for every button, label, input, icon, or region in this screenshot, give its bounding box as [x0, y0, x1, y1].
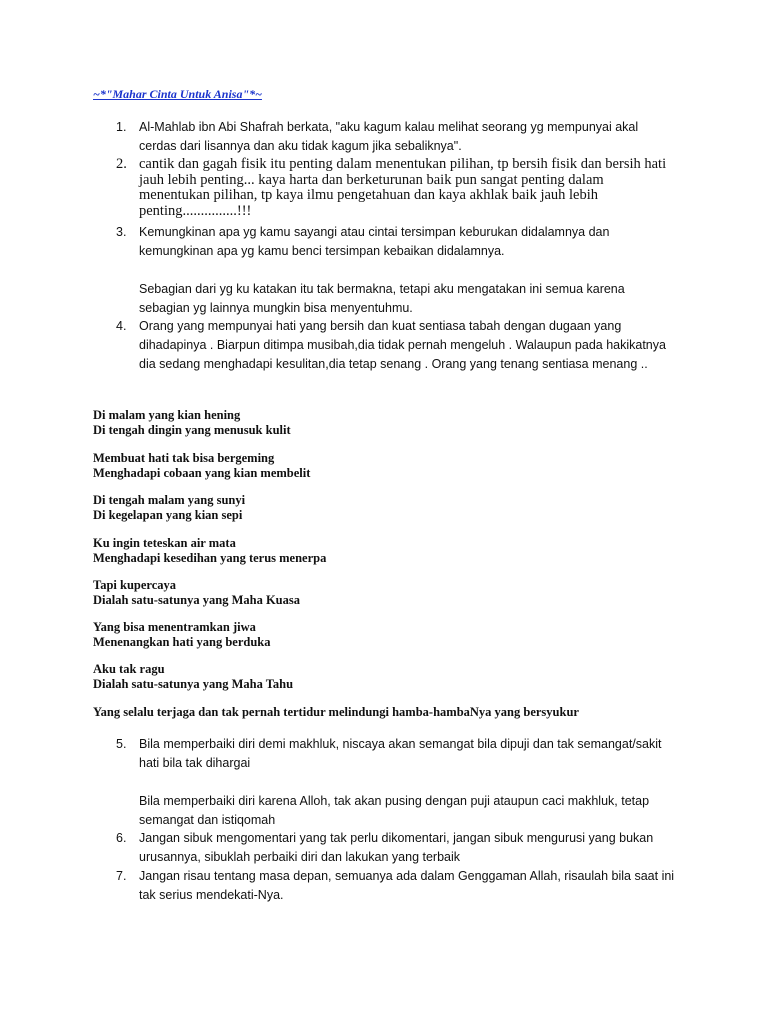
list-number: 2.	[116, 156, 127, 172]
poem-stanza	[93, 662, 293, 691]
poem-line: Di kegelapan yang kian sepi	[93, 507, 243, 522]
poem-stanza	[93, 705, 579, 720]
poem-stanza	[93, 536, 326, 565]
poem-line: Yang bisa menentramkan jiwa	[93, 620, 256, 634]
poem-line: Di malam yang kian hening	[93, 408, 241, 422]
list-item-text: Sebagian dari yg ku katakan itu tak bermakna, tetapi aku mengatakan ini semua karena sebagian yg lainnya mungkin bisa menyentuhmu.	[139, 282, 625, 315]
list-number: 3.	[116, 225, 127, 239]
poem-line: Menghadapi cobaan yang kian membelit	[93, 465, 311, 480]
list-number: 1.	[116, 120, 127, 134]
list-item-text: Jangan risau tentang masa depan, semuanya ada dalam Genggaman Allah, risaulah bila saat ini tak serius mendekati-Nya.	[139, 869, 675, 902]
poem-line: Menghadapi kesedihan yang terus menerpa	[93, 550, 327, 565]
list-item-text: cantik dan gagah fisik itu penting dalam menentukan pilihan, tp bersih fisik dan bersih hati jauh lebih penting... kaya harta dan berketurunan baik pun sangat penting dalam menentukan pilihan, tp kaya ilmu pengetahuan dan kaya akhlak baik jauh lebih penting...............!!!	[139, 156, 667, 219]
list-item-text: Kemungkinan apa yg kamu sayangi atau cintai tersimpan keburukan didalamnya dan kemungkinan apa yg kamu benci tersimpan kebaikan didalamnya.	[139, 225, 610, 258]
poem-stanza	[93, 620, 270, 649]
poem-line: Membuat hati tak bisa bergeming	[93, 451, 275, 465]
list-number: 5.	[116, 737, 127, 751]
poem-line: Dialah satu-satunya yang Maha Tahu	[93, 676, 294, 691]
poem-stanza	[93, 451, 310, 480]
list-item-text: Orang yang mempunyai hati yang bersih dan kuat sentiasa tabah dengan dugaan yang dihadapinya . Biarpun ditimpa musibah,dia tidak pernah mengeluh . Walaupun pada hakikatnya dia sedang menghadapi kesulitan,dia tetap senang . Orang yang tenang sentiasa menang ..	[139, 319, 666, 371]
list-item-text: Bila memperbaiki diri karena Alloh, tak akan pusing dengan puji ataupun caci makhluk, tetap semangat dan istiqomah	[139, 794, 650, 827]
poem-stanza	[93, 493, 245, 522]
list-number: 4.	[116, 319, 127, 333]
list-item-5	[116, 735, 676, 830]
poem-line: Menenangkan hati yang berduka	[93, 634, 271, 649]
list-item-text: Jangan sibuk mengomentari yang tak perlu dikomentari, jangan sibuk mengurusi yang bukan urusannya, sibuklah perbaiki diri dan lakukan yang terbaik	[139, 831, 654, 864]
document-title-link[interactable]: ~*"Mahar Cinta Untuk Anisa"*~	[93, 87, 262, 101]
poem-line: Dialah satu-satunya yang Maha Kuasa	[93, 592, 300, 607]
list-number: 7.	[116, 869, 127, 883]
list-item-2	[116, 157, 676, 219]
list-item-4	[116, 317, 676, 374]
poem-line: Tapi kupercaya	[93, 578, 177, 592]
poem-stanza	[93, 578, 300, 607]
poem-line: Ku ingin teteskan air mata	[93, 536, 236, 550]
poem-line: Di tengah malam yang sunyi	[93, 493, 246, 507]
list-item-1	[116, 118, 676, 156]
list-item-6	[116, 829, 676, 867]
poem-line: Di tengah dingin yang menusuk kulit	[93, 422, 291, 437]
poem-line: Aku tak ragu	[93, 662, 165, 676]
list-number: 6.	[116, 831, 127, 845]
list-item-text: Bila memperbaiki diri demi makhluk, niscaya akan semangat bila dipuji dan tak semangat/sakit hati bila tak dihargai	[139, 737, 662, 770]
list-item-text: Al-Mahlab ibn Abi Shafrah berkata, "aku kagum kalau melihat seorang yg mempunyai akal cerdas dari lisannya dan aku tidak kagum jika sebaliknya".	[139, 120, 639, 153]
list-item-7	[116, 867, 676, 905]
list-item-3	[116, 223, 676, 318]
poem-stanza	[93, 408, 291, 437]
poem-line: Yang selalu terjaga dan tak pernah tertidur melindungi hamba-hambaNya yang bersyukur	[93, 705, 579, 719]
